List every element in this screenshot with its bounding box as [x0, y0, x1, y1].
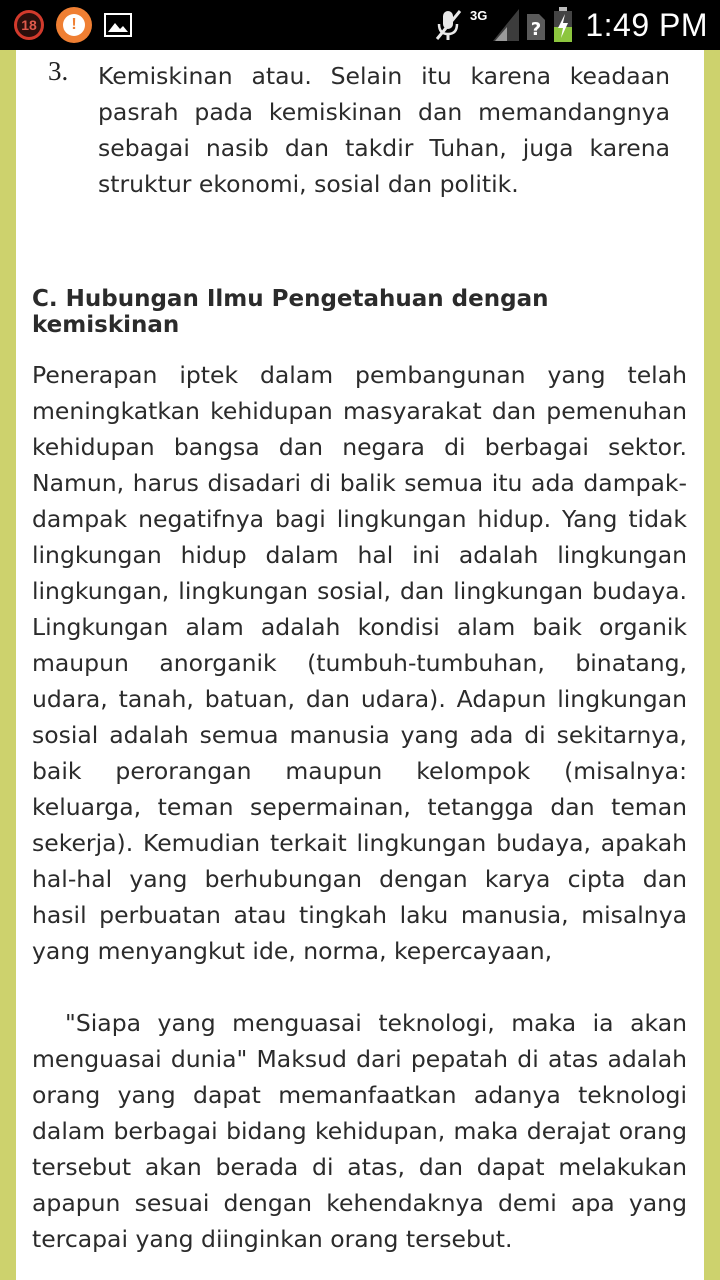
section-heading: C. Hubungan Ilmu Pengetahuan dengan kemiskinan — [32, 286, 549, 338]
mute-icon — [434, 8, 464, 42]
notification-badge-icon[interactable]: 18 — [14, 10, 44, 40]
paragraph-iptek: Penerapan iptek dalam pembangunan yang telah meningkatkan kehidupan masyarakat dan pemenuhan kehidupan bangsa dan negara di berbagai sektor. Namun, harus disadari di balik semua itu ada dampak-dampak negatifnya bagi lingkungan hidup. Yang tidak lingkungan hidup dalam hal ini adalah lingkungan lingkungan, lingkungan sosial, dan lingkungan budaya. Lingkungan alam adalah kondisi alam baik organik maupun anorganik (tumbuh-tumbuhan, binatang, udara, tanah, batuan, dan udara). Adapun lingkungan sosial adalah semua manusia yang ada di sekitarnya, baik perorangan maupun kelompok (misalnya: keluarga, teman sepermainan, tetangga dan teman sekerja). Kemudian terkait lingkungan budaya, apakah hal-hal yang berhubungan dengan karya cipta dan hasil perbuatan atau tingkah laku manusia, misalnya yang menyangkut ide, norma, kepercayaan, — [32, 361, 687, 965]
alert-icon[interactable] — [56, 7, 92, 43]
battery-charging-icon — [553, 7, 573, 43]
system-icons — [434, 0, 708, 50]
status-bar — [0, 0, 720, 50]
signal-icon — [493, 9, 519, 41]
network-type: 3G — [469, 7, 488, 23]
notification-icons — [14, 6, 132, 44]
image-icon[interactable] — [104, 13, 132, 37]
svg-text:?: ? — [531, 19, 542, 40]
exclamation-icon: ! — [63, 14, 85, 36]
paragraph-quote: "Siapa yang menguasai teknologi, maka ia akan menguasai dunia" Maksud dari pepatah di atas adalah orang yang dapat memanfaatkan adanya teknologi dalam berbagai bidang kehidupan, maka derajat orang tersebut akan berada di atas, dan dapat melakukan apapun sesuai dengan kehendaknya demi apa yang tercapai yang diinginkan orang tersebut. — [32, 1009, 687, 1253]
article-content[interactable] — [16, 50, 704, 1280]
list-item-number: 3. — [48, 56, 69, 86]
list-item-text: Kemiskinan atau. Selain itu karena keadaan pasrah pada kemiskinan dan memandangnya sebagai nasib dan takdir Tuhan, juga karena struktur ekonomi, sosial dan politik. — [98, 62, 670, 198]
no-sim-icon — [525, 8, 547, 42]
clock: 1:49 PM — [585, 6, 708, 43]
